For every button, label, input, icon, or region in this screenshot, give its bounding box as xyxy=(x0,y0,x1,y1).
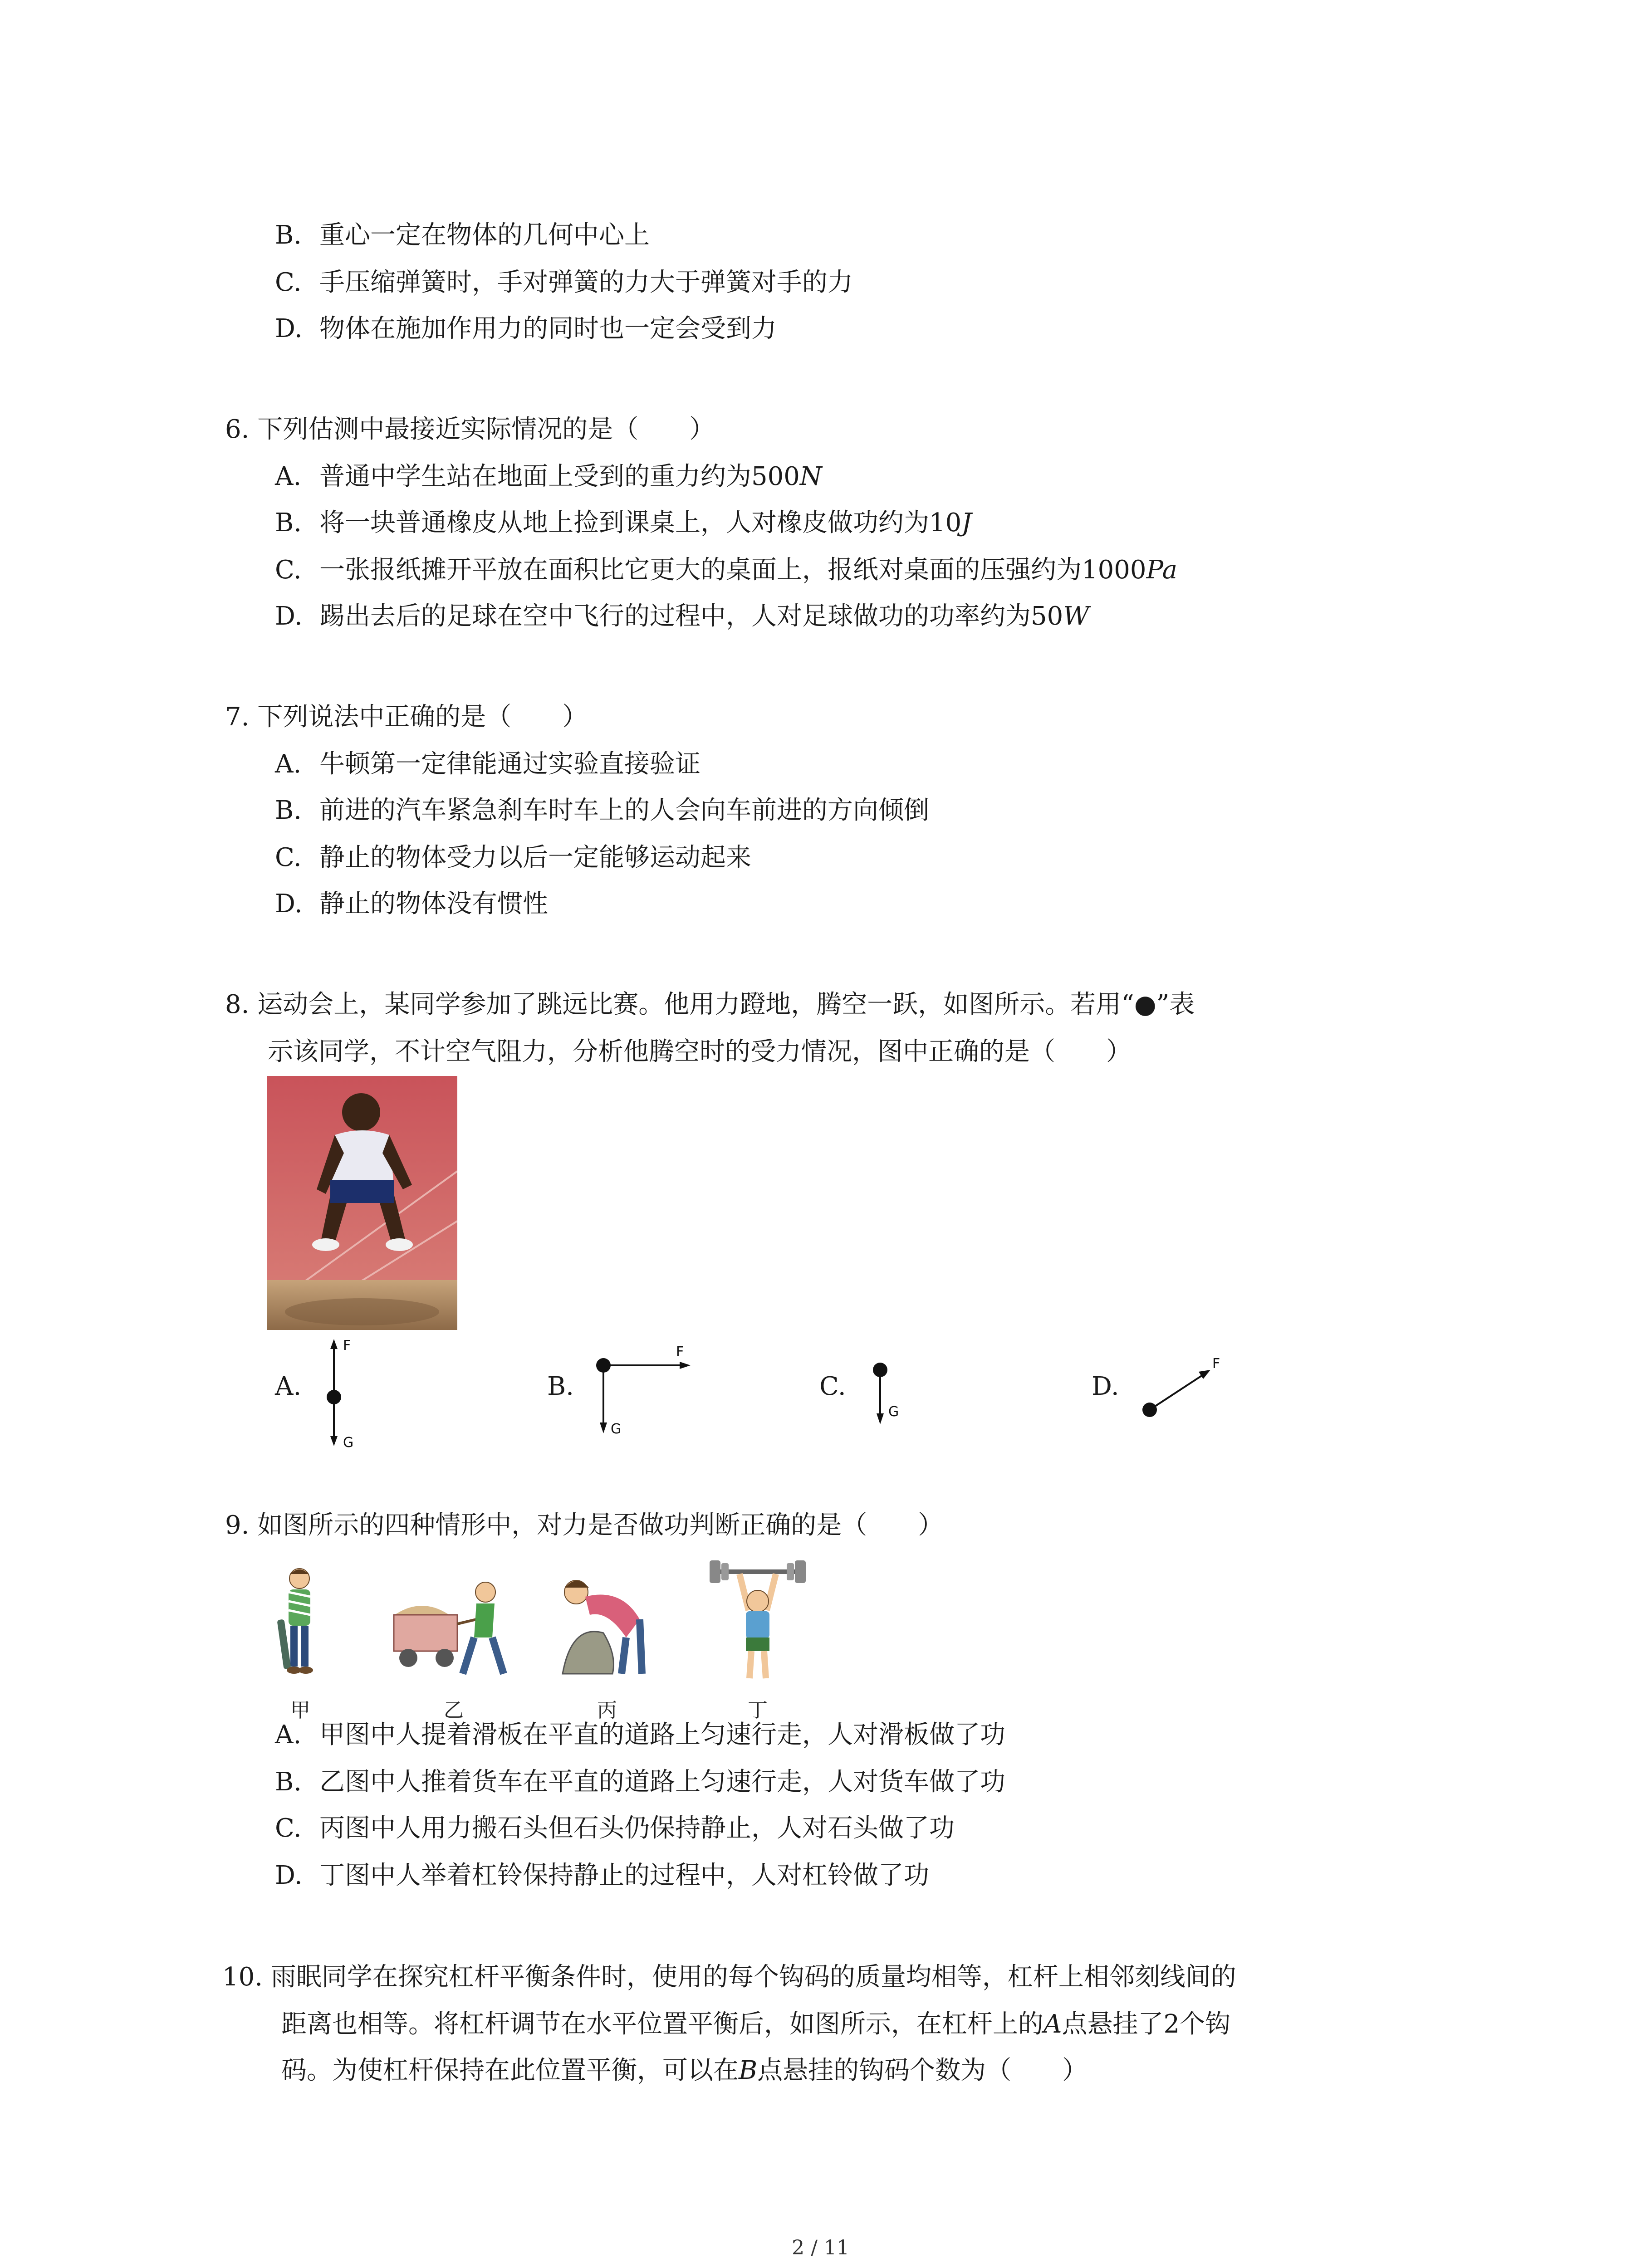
q10-line1: 10. 雨眠同学在探究杠杆平衡条件时，使用的每个钩码的质量均相等，杠杆上相邻刻线间的 xyxy=(222,1962,1236,1992)
q5-option-c: C. 手压缩弹簧时，手对弹簧的力大于弹簧对手的力 xyxy=(275,268,853,297)
force-label-f: F xyxy=(1212,1356,1220,1372)
q6-option-d: D. 踢出去后的足球在空中飞行的过程中，人对足球做功的功率约为50W xyxy=(275,601,1089,631)
q8-option-d-label: D. xyxy=(1092,1372,1119,1401)
q7-option-a: A. 牛顿第一定律能通过实验直接验证 xyxy=(275,749,700,779)
force-diagram-b xyxy=(590,1334,699,1438)
q7-option-c: C. 静止的物体受力以后一定能够运动起来 xyxy=(275,843,751,872)
page-number: 2 / 11 xyxy=(792,2236,849,2259)
q10-line2: 距离也相等。将杠杆调节在水平位置平衡后，如图所示，在杠杆上的A点悬挂了2个钩 xyxy=(281,2009,1231,2039)
q10-line3: 码。为使杠杆保持在此位置平衡，可以在B点悬挂的钩码个数为（ ） xyxy=(281,2056,1088,2085)
q6-stem: 6. 下列估测中最接近实际情况的是（ ） xyxy=(225,415,715,444)
force-label-g: G xyxy=(343,1435,354,1451)
force-label-g: G xyxy=(888,1404,899,1420)
caption-jia: 甲 xyxy=(290,1699,310,1722)
force-label-f: F xyxy=(343,1338,351,1354)
force-diagram-a xyxy=(318,1334,372,1452)
q7-stem: 7. 下列说法中正确的是（ ） xyxy=(225,702,588,732)
q9-option-d: D. 丁图中人举着杠铃保持静止的过程中，人对杠铃做了功 xyxy=(275,1861,929,1890)
scene-ding-holding-barbell xyxy=(708,1560,808,1687)
q8-option-b-label: B. xyxy=(547,1372,574,1401)
q6-option-a: A. 普通中学生站在地面上受到的重力约为500N xyxy=(275,462,822,491)
scene-bing-moving-stone xyxy=(554,1569,653,1687)
q8-stem-line1: 8. 运动会上，某同学参加了跳远比赛。他用力蹬地，腾空一跃，如图所示。若用“●”表 xyxy=(225,990,1195,1019)
q9-option-c: C. 丙图中人用力搬石头但石头仍保持静止，人对石头做了功 xyxy=(275,1813,955,1843)
force-label-f: F xyxy=(676,1344,684,1360)
q9-option-b: B. 乙图中人推着货车在平直的道路上匀速行走，人对货车做了功 xyxy=(275,1767,1005,1797)
caption-ding: 丁 xyxy=(748,1699,768,1722)
caption-yi: 乙 xyxy=(444,1699,464,1722)
force-diagram-c xyxy=(862,1352,916,1433)
q6-option-b: B. 将一块普通橡皮从地上捡到课桌上，人对橡皮做功约为10J xyxy=(275,508,972,538)
q8-stem-line2: 示该同学，不计空气阻力，分析他腾空时的受力情况，图中正确的是（ ） xyxy=(268,1037,1132,1066)
force-diagram-d xyxy=(1134,1352,1234,1424)
q5-option-d: D. 物体在施加作用力的同时也一定会受到力 xyxy=(275,314,777,343)
scene-yi-pushing-cart xyxy=(390,1574,517,1687)
q8-option-a-label: A. xyxy=(275,1372,302,1401)
q9-option-a: A. 甲图中人提着滑板在平直的道路上匀速行走，人对滑板做了功 xyxy=(275,1720,1005,1750)
q7-option-d: D. 静止的物体没有惯性 xyxy=(275,889,548,919)
force-label-g: G xyxy=(611,1421,622,1437)
q5-option-b: B. 重心一定在物体的几何中心上 xyxy=(275,220,650,250)
q8-option-c-label: C. xyxy=(819,1372,846,1401)
q9-stem: 9. 如图所示的四种情形中，对力是否做功判断正确的是（ ） xyxy=(225,1510,944,1540)
q7-option-b: B. 前进的汽车紧急刹车时车上的人会向车前进的方向倾倒 xyxy=(275,796,929,825)
long-jump-photo xyxy=(267,1076,457,1330)
caption-bing: 丙 xyxy=(597,1699,617,1722)
q6-option-c: C. 一张报纸摊开平放在面积比它更大的桌面上，报纸对桌面的压强约为1000Pa xyxy=(275,555,1178,585)
scene-jia-carrying-skateboard xyxy=(272,1565,327,1687)
